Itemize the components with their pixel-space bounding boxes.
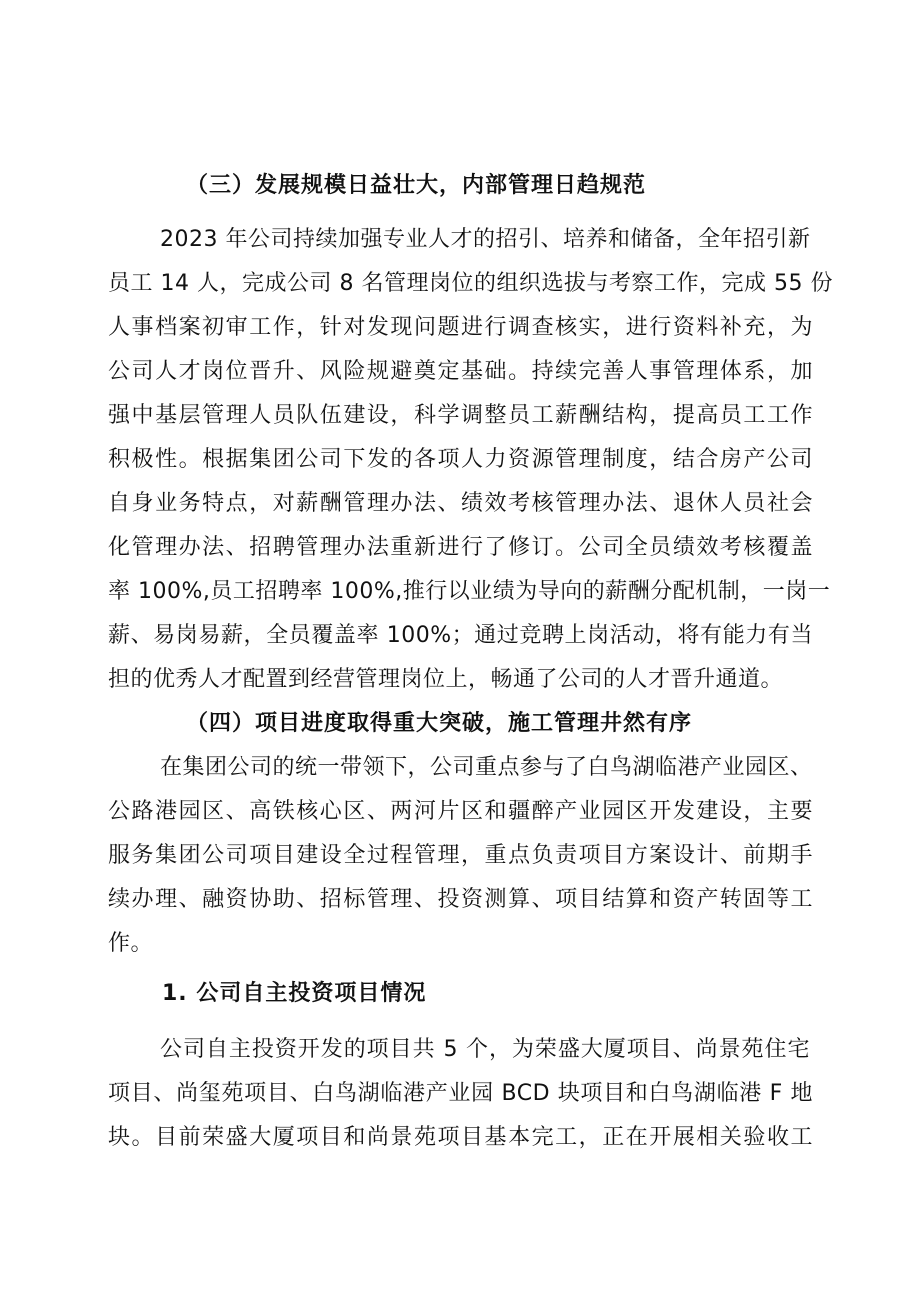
paragraph-line: 率 100%,员工招聘率 100%,推行以业绩为导向的薪酬分配机制，一岗一 bbox=[108, 579, 831, 604]
paragraph-line: 块。目前荣盛大厦项目和尚景苑项目基本完工，正在开展相关验收工 bbox=[108, 1125, 813, 1150]
paragraph-line: 在集团公司的统一带领下，公司重点参与了白鸟湖临港产业园区、 bbox=[160, 755, 813, 780]
paragraph-line: 2023 年公司持续加强专业人才的招引、培养和储备，全年招引新 bbox=[160, 227, 811, 252]
paragraph-line: 项目、尚玺苑项目、白鸟湖临港产业园 BCD 块项目和白鸟湖临港 F 地 bbox=[108, 1081, 813, 1106]
paragraph-line: 公司自主投资开发的项目共 5 个，为荣盛大厦项目、尚景苑住宅 bbox=[160, 1037, 810, 1062]
paragraph-line: 公司人才岗位晋升、风险规避奠定基础。持续完善人事管理体系，加 bbox=[108, 359, 813, 384]
paragraph-line: 员工 14 人，完成公司 8 名管理岗位的组织选拔与考察工作，完成 55 份 bbox=[108, 271, 833, 296]
paragraph-line: 服务集团公司项目建设全过程管理，重点负责项目方案设计、前期手 bbox=[108, 843, 813, 868]
paragraph-line: 自身业务特点，对薪酬管理办法、绩效考核管理办法、退休人员社会 bbox=[108, 491, 813, 516]
paragraph-line: 强中基层管理人员队伍建设，科学调整员工薪酬结构，提高员工工作 bbox=[108, 403, 813, 428]
paragraph-line: 公路港园区、高铁核心区、两河片区和疆醉产业园区开发建设，主要 bbox=[108, 799, 813, 824]
section-4-heading: （四）项目进度取得重大突破，施工管理井然有序 bbox=[186, 711, 693, 736]
paragraph-line: 人事档案初审工作，针对发现问题进行调查核实，进行资料补充，为 bbox=[108, 315, 813, 340]
paragraph-line: 担的优秀人才配置到经营管理岗位上，畅通了公司的人才晋升通道。 bbox=[108, 667, 784, 692]
paragraph-line: 化管理办法、招聘管理办法重新进行了修订。公司全员绩效考核覆盖 bbox=[108, 535, 813, 560]
section-3-heading: （三）发展规模日益壮大，内部管理日趋规范 bbox=[186, 173, 647, 198]
paragraph-line: 薪、易岗易薪，全员覆盖率 100%；通过竞聘上岗活动，将有能力有当 bbox=[108, 623, 813, 648]
subsection-1-heading: 1. 公司自主投资项目情况 bbox=[162, 981, 427, 1006]
paragraph-line: 积极性。根据集团公司下发的各项人力资源管理制度，结合房产公司 bbox=[108, 447, 813, 472]
paragraph-line: 作。 bbox=[108, 931, 154, 956]
paragraph-line: 续办理、融资协助、招标管理、投资测算、项目结算和资产转固等工 bbox=[108, 887, 813, 912]
